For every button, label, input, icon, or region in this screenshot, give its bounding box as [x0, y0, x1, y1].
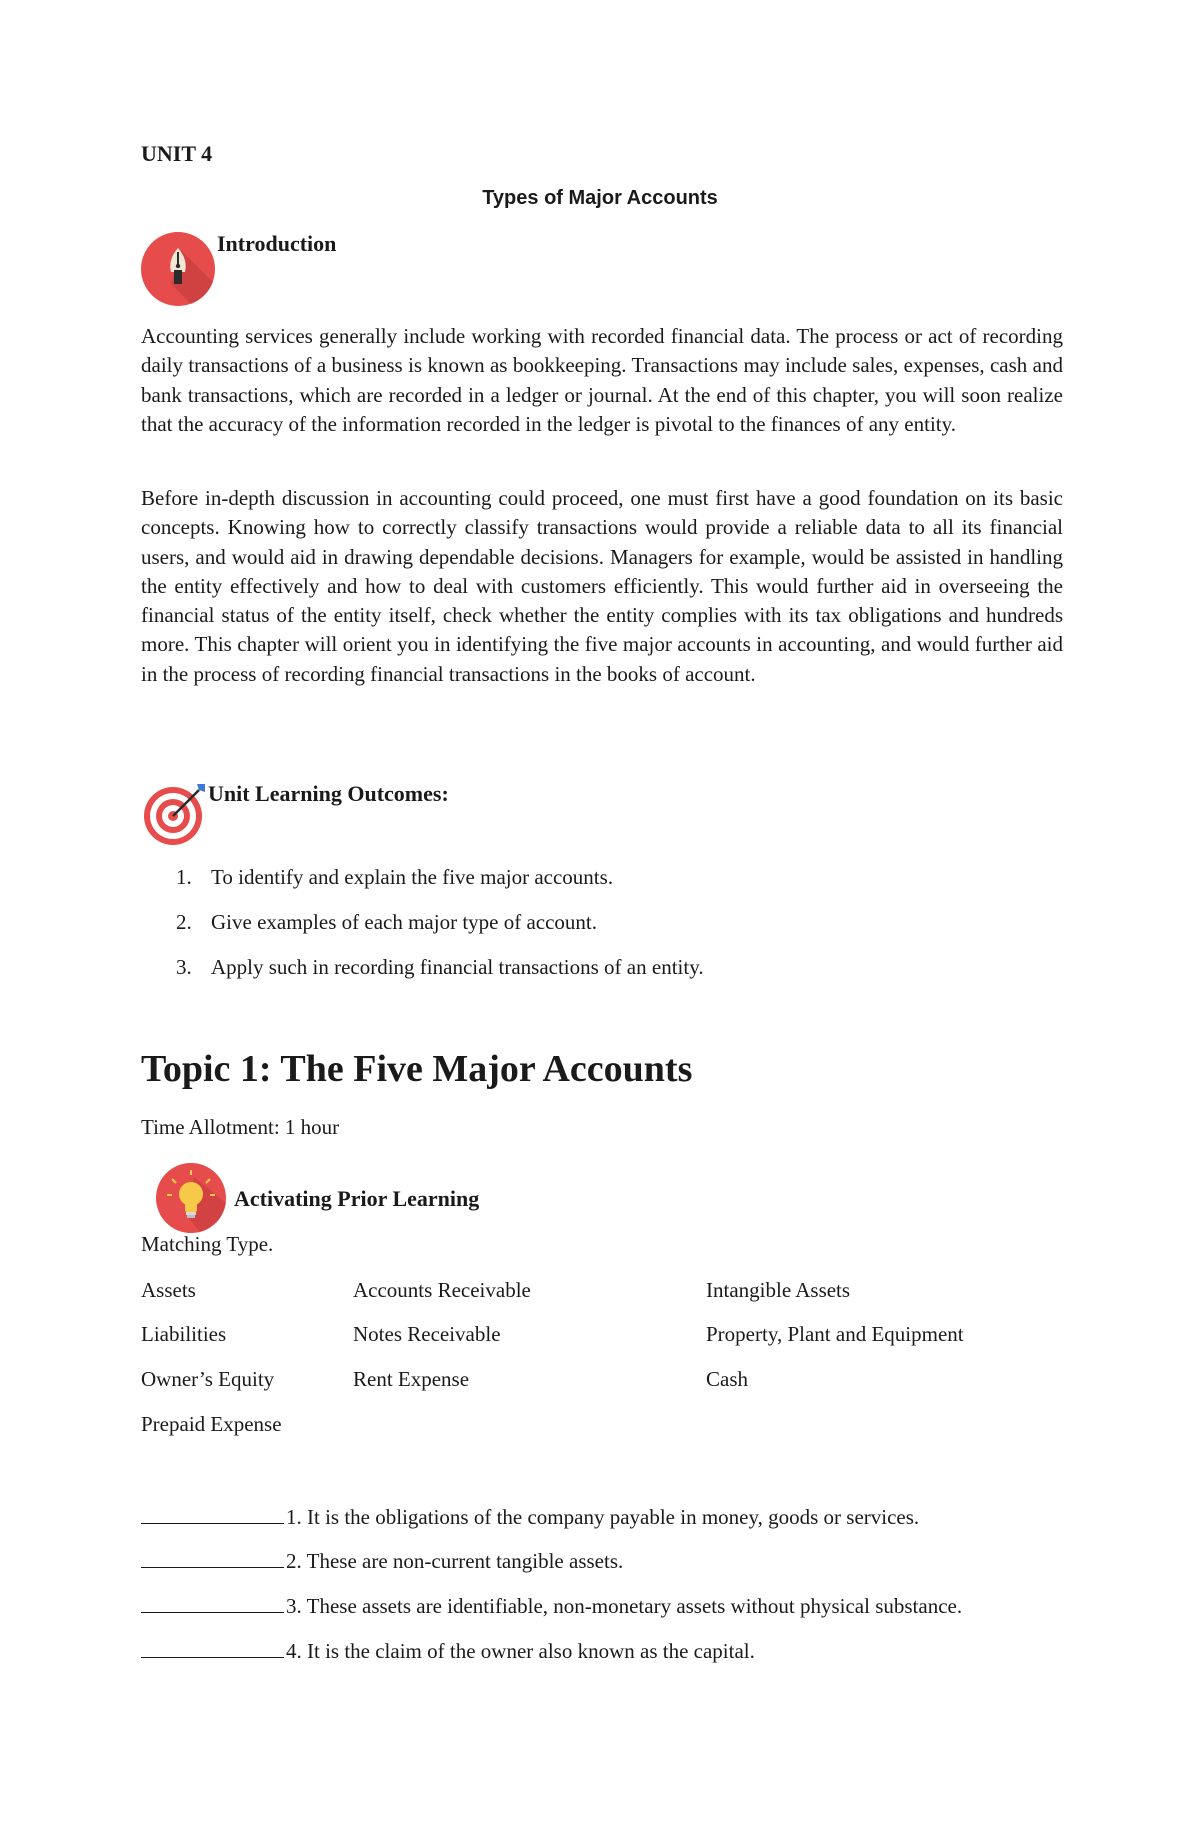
list-text: Apply such in recording financial transactions of an entity.: [211, 955, 704, 979]
intro-paragraph-1: Accounting services generally include working with recorded financial data. The process or act of recording daily transactions of a business is known as bookkeeping. Transactions may include sales, expenses, cash and bank transactions, which are recorded in a ledger or journal. At the end of this chapter, you will soon realize that the accuracy of the information recorded in the ledger is pivotal to the finances of any entity.: [141, 324, 1063, 436]
list-item: [176, 955, 704, 1000]
answer-blank[interactable]: [141, 1547, 284, 1568]
fountain-pen-icon: [141, 232, 215, 306]
time-allotment: Time Allotment: 1 hour: [141, 1115, 340, 1139]
activating-prior-learning-heading: Activating Prior Learning: [234, 1186, 480, 1211]
answer-blank[interactable]: [141, 1637, 284, 1658]
list-number: 1.: [176, 865, 192, 889]
intro-paragraph-2: Before in-depth discussion in accounting could proceed, one must first have a good foundation on its basic concepts. Knowing how to correctly classify transactions would provide a reliable data to all its financial users, and would aid in drawing dependable decisions. Managers for example, would be assisted in handling the entity effectively and how to deal with customers efficiently. This would further aid in overseeing the financial status of the entity itself, check whether the entity complies with its tax obligations and hundreds more. This chapter will orient you in identifying the five major accounts in accounting, and would further aid in the process of recording financial transactions in the books of account.: [141, 486, 1063, 686]
list-number: 3.: [176, 955, 192, 979]
document-title: Types of Major Accounts: [482, 187, 718, 209]
term-item: Intangible Assets: [706, 1278, 851, 1302]
question-text: 1. It is the obligations of the company payable in money, goods or services.: [286, 1505, 920, 1529]
learning-outcomes-heading: Unit Learning Outcomes:: [208, 781, 449, 806]
list-item: [176, 910, 704, 955]
term-item: Rent Expense: [353, 1367, 470, 1391]
term-item: Accounts Receivable: [353, 1278, 531, 1302]
matching-question: [141, 1503, 919, 1530]
learning-outcomes-list: [176, 865, 704, 1000]
unit-label: UNIT 4: [141, 141, 213, 166]
lightbulb-icon: [156, 1163, 226, 1233]
list-number: 2.: [176, 910, 192, 934]
term-item: Owner’s Equity: [141, 1367, 275, 1391]
term-item: Notes Receivable: [353, 1322, 501, 1346]
question-text: 4. It is the claim of the owner also known as the capital.: [286, 1639, 755, 1663]
matching-type-instruction: Matching Type.: [141, 1232, 274, 1256]
term-item: Assets: [141, 1278, 196, 1302]
term-item: Liabilities: [141, 1322, 227, 1346]
list-text: To identify and explain the five major accounts.: [211, 865, 614, 889]
matching-question: [141, 1547, 623, 1574]
answer-blank[interactable]: [141, 1503, 284, 1524]
matching-question: [141, 1637, 755, 1664]
list-item: [176, 865, 704, 910]
introduction-heading: Introduction: [217, 231, 337, 256]
term-item: Cash: [706, 1367, 748, 1391]
term-item: Property, Plant and Equipment: [706, 1322, 964, 1346]
answer-blank[interactable]: [141, 1592, 284, 1613]
topic-title: Topic 1: The Five Major Accounts: [141, 1048, 693, 1090]
question-text: 2. These are non-current tangible assets.: [286, 1549, 624, 1573]
matching-question: [141, 1592, 962, 1619]
question-text: 3. These assets are identifiable, non-monetary assets without physical substance.: [286, 1594, 963, 1618]
target-icon: [143, 780, 209, 846]
list-text: Give examples of each major type of account.: [211, 910, 598, 934]
term-item: Prepaid Expense: [141, 1412, 282, 1436]
